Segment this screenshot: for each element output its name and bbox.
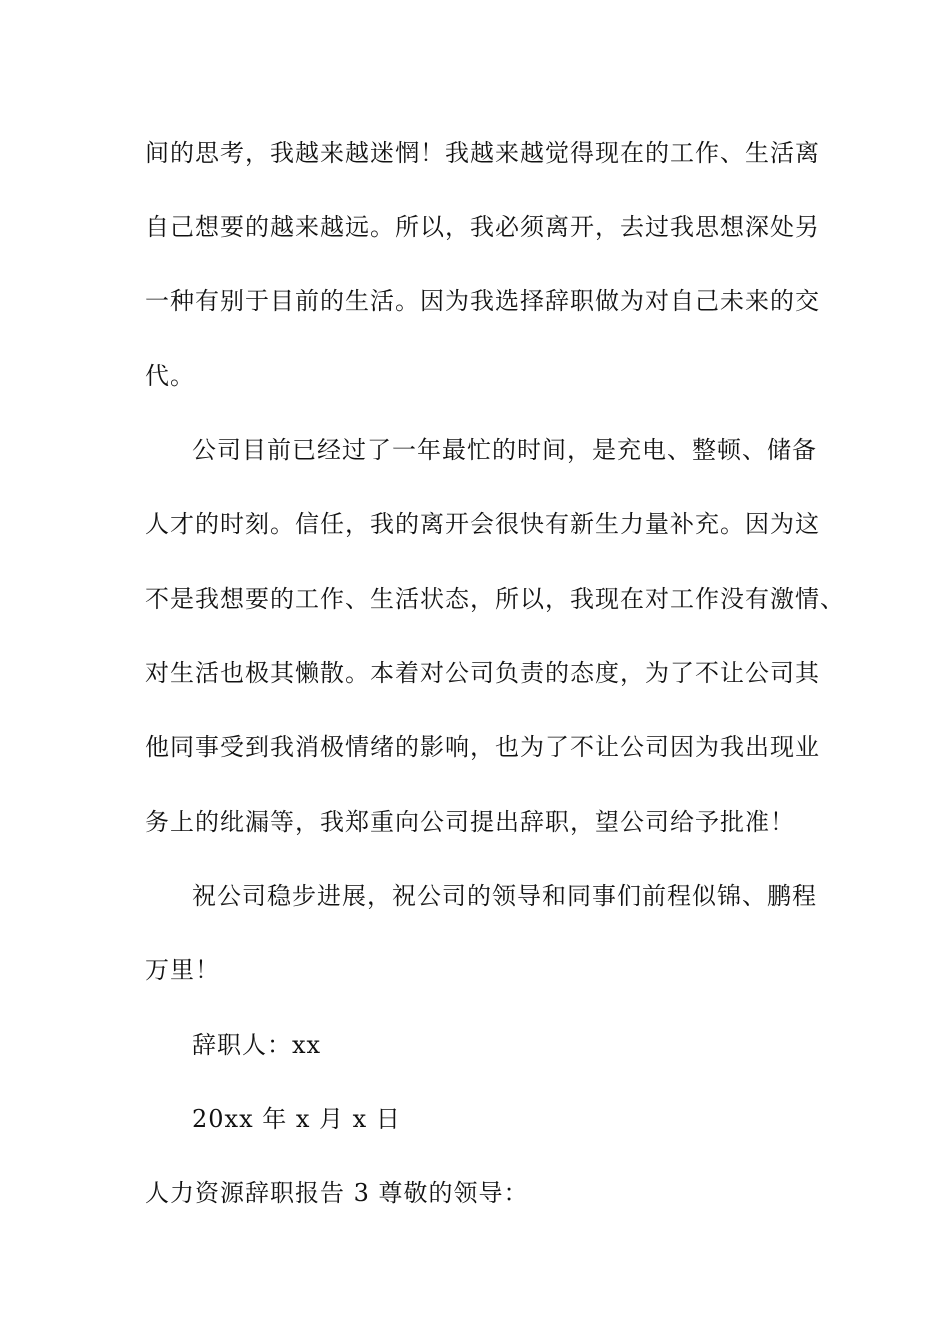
paragraph-line: 一种有别于目前的生活。因为我选择辞职做为对自己未来的交 bbox=[145, 287, 820, 315]
signature-line: 辞职人：xx bbox=[192, 1031, 322, 1059]
paragraph-line: 间的思考，我越来越迷惘！我越来越觉得现在的工作、生活离 bbox=[145, 139, 820, 167]
paragraph-line: 务上的纰漏等，我郑重向公司提出辞职，望公司给予批准！ bbox=[145, 808, 795, 836]
section-heading: 人力资源辞职报告 3 尊敬的领导： bbox=[145, 1179, 529, 1207]
paragraph-line: 人才的时刻。信任，我的离开会很快有新生力量补充。因为这 bbox=[145, 510, 820, 538]
date-line: 20xx 年 x 月 x 日 bbox=[192, 1105, 401, 1133]
paragraph-line: 不是我想要的工作、生活状态，所以，我现在对工作没有激情、 bbox=[145, 585, 845, 613]
paragraph-line: 公司目前已经过了一年最忙的时间，是充电、整顿、储备 bbox=[192, 436, 817, 464]
closing-line: 万里！ bbox=[145, 956, 220, 984]
paragraph-line: 自己想要的越来越远。所以，我必须离开，去过我思想深处另 bbox=[145, 213, 820, 241]
closing-line: 祝公司稳步进展，祝公司的领导和同事们前程似锦、鹏程 bbox=[192, 882, 817, 910]
paragraph-line: 他同事受到我消极情绪的影响，也为了不让公司因为我出现业 bbox=[145, 733, 820, 761]
paragraph-line: 对生活也极其懒散。本着对公司负责的态度，为了不让公司其 bbox=[145, 659, 820, 687]
paragraph-line: 代。 bbox=[145, 362, 195, 390]
